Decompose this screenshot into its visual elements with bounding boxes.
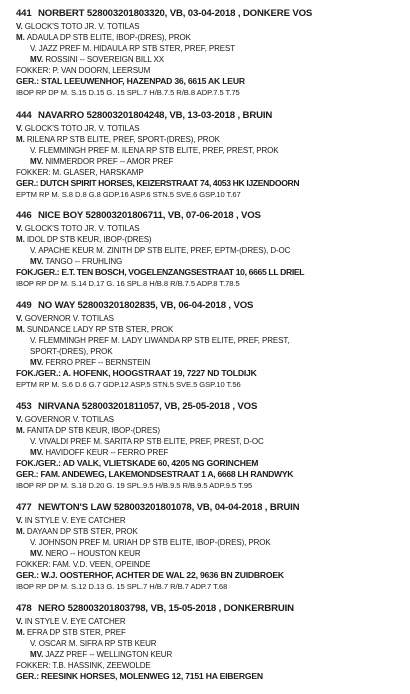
line-label: M. [16,628,27,637]
dam-dam-sire-line: MV. FERRO PREF -- BERNSTEIN [30,358,151,367]
breeder-line: FOKKER: M. GLASER, HARSKAMP [16,168,144,177]
breeder-line: FOKKER: P. VAN DOORN, LEERSUM [16,66,151,75]
horse-name-line: NAVARRO 528003201804248, VB, 13-03-2018 , BRUIN [38,110,273,121]
line-label: V. [16,124,25,133]
dam-line: M. DAYAAN DP STB STER, PROK [16,527,138,536]
owner-line: FOK./GER.: E.T. TEN BOSCH, VOGELENZANGSESTRAAT 10, 6665 LL DRIEL [16,267,305,277]
dam-sire-line: V. JOHNSON PREF M. URIAH DP STB ELITE, IBOP-(DRES), PROK [30,538,271,547]
catalog-number: 477 [16,502,32,513]
entry-header [16,110,272,122]
entry-header [16,300,253,312]
horse-name-line: NERO 528003201803798, VB, 15-05-2018 , DONKERBRUIN [38,603,294,614]
line-label: MV. [30,257,46,266]
line-label: V. [16,224,25,233]
horse-name-line: NIRVANA 528003201811057, VB, 25-05-2018 , VOS [38,401,258,412]
dam-line: M. RILENA RP STB ELITE, PREF, SPORT-(DRES), PROK [16,135,220,144]
owner-line: FOK./GER.: AD VALK, VLIETSKADE 60, 4205 NG GORINCHEM [16,458,259,468]
catalog-number: 446 [16,210,32,221]
dam-dam-sire-line: MV. NIMMERDOR PREF -- AMOR PREF [30,157,174,166]
dam-sire-line: V. FLEMMINGH PREF M. LADY LIWANDA RP STB ELITE, PREF, PREST, [30,336,290,345]
horse-name-line: NEWTON'S LAW 528003201801078, VB, 04-04-2018 , BRUIN [38,502,300,513]
catalog-number: 449 [16,300,32,311]
dam-line: M. FANITA DP STB KEUR, IBOP-(DRES) [16,426,160,435]
dam-line: M. EFRA DP STB STER, PREF [16,628,126,637]
line-label: V. [16,415,25,424]
scores-line: IBOP RP DP M. S.12 D.13 G. 15 SPL.7 H/B.7 R/B.7 ADP.7 T.68 [16,582,228,591]
entry-header [16,8,312,20]
horse-name-line: NORBERT 528003201803320, VB, 03-04-2018 , DONKERE VOS [38,8,313,19]
line-label: MV. [30,448,46,457]
dam-dam-sire-line: MV. ROSSINI -- SOVEREIGN BILL XX [30,55,165,64]
line-label: MV. [30,549,46,558]
sire-line: V. IN STYLE V. EYE CATCHER [16,516,126,525]
dam-dam-sire-line: MV. HAVIDOFF KEUR -- FERRO PREF [30,448,169,457]
line-label: M. [16,235,27,244]
line-label: M. [16,135,27,144]
sire-line: V. GLOCK'S TOTO JR. V. TOTILAS [16,224,140,233]
entry-header [16,210,261,222]
dam-dam-sire-line: MV. NERO -- HOUSTON KEUR [30,549,141,558]
owner-line: GER.: REESINK HORSES, MOLENWEG 12, 7151 HA EIBERGEN [16,671,263,681]
line-label: M. [16,527,27,536]
dam-sire-line: V. JAZZ PREF M. HIDAULA RP STB STER, PREF, PREST [30,44,236,53]
dam-dam-sire-line: MV. TANGO -- FRUHLING [30,257,123,266]
line-label: V. [16,516,25,525]
scores-line: IBOP RP DP M. S.15 D.15 G. 15 SPL.7 H/B.7.5 R/B.8 ADP.7.5 T.75 [16,88,240,97]
catalog-number: 441 [16,8,32,19]
dam-line: M. IDOL DP STB KEUR, IBOP-(DRES) [16,235,152,244]
scores-line: EPTM RP M. S.6 D.6 G.7 GDP.12 ASP.5 STN.5 SVE.5 GSP.10 T.56 [16,380,241,389]
scores-line: IBOP RP DP M. S.18 D.20 G. 19 SPL.9.5 H/B.9.5 R/B.9.5 ADP.9.5 T.95 [16,481,253,490]
dam-sire-line: V. VIVALDI PREF M. SARITA RP STB ELITE, PREF, PREST, D-OC [30,437,264,446]
dam-sire-line: V. APACHE KEUR M. ZINITH DP STB ELITE, PREF, EPTM-(DRES), D-OC [30,246,291,255]
sire-line: V. GLOCK'S TOTO JR. V. TOTILAS [16,22,140,31]
line-label: V. [16,617,25,626]
line-label: V. [16,22,25,31]
line-label: MV. [30,650,46,659]
line-label: M. [16,325,27,334]
owner-line: GER.: STAL LEEUWENHOF, HAZENPAD 36, 6615 AK LEUR [16,76,245,86]
scores-line: IBOP RP DP M. S.14 D.17 G. 16 SPL.8 H/B.8 R/B.7.5 ADP.8 T.78.5 [16,279,240,288]
line-label: M. [16,426,27,435]
dam-dam-sire-line: MV. JAZZ PREF -- WELLINGTON KEUR [30,650,173,659]
sire-line: V. GOVERNOR V. TOTILAS [16,314,114,323]
dam-sire-line: V. FLEMMINGH PREF M. ILENA RP STB ELITE, PREF, PREST, PROK [30,146,279,155]
catalog-number: 453 [16,401,32,412]
breeder-line: FOKKER: T.B. HASSINK, ZEEWOLDE [16,661,151,670]
sire-line: V. GOVERNOR V. TOTILAS [16,415,114,424]
scores-line: EPTM RP M. S.8 D.8 G.8 GDP.16 ASP.6 STN.5 SVE.6 GSP.10 T.67 [16,190,241,199]
dam-sire-line-continued: SPORT-(DRES), PROK [30,347,113,356]
line-label: V. [16,314,25,323]
catalog-number: 478 [16,603,32,614]
line-label: MV. [30,358,46,367]
owner-line: GER.: DUTCH SPIRIT HORSES, KEIZERSTRAAT 74, 4053 HK IJZENDOORN [16,178,300,188]
owner-line: GER.: W.J. OOSTERHOF, ACHTER DE WAL 22, 9636 BN ZUIDBROEK [16,570,284,580]
line-label: M. [16,33,27,42]
dam-sire-line: V. OSCAR M. SIFRA RP STB KEUR [30,639,157,648]
entry-header [16,401,257,413]
entry-header [16,603,294,615]
entry-header [16,502,299,514]
line-label: MV. [30,55,46,64]
horse-name-line: NICE BOY 528003201806711, VB, 07-06-2018 , VOS [38,210,261,221]
owner-line: FOK./GER.: A. HOFENK, HOOGSTRAAT 19, 7227 ND TOLDIJK [16,368,257,378]
dam-line: M. SUNDANCE LADY RP STB STER, PROK [16,325,174,334]
line-label: MV. [30,157,46,166]
sire-line: V. IN STYLE V. EYE CATCHER [16,617,126,626]
sire-line: V. GLOCK'S TOTO JR. V. TOTILAS [16,124,140,133]
horse-name-line: NO WAY 528003201802835, VB, 06-04-2018 , VOS [38,300,254,311]
catalog-number: 444 [16,110,32,121]
breeder-line: FOKKER: FAM. V.D. VEEN, OPEINDE [16,560,151,569]
second-owner-line: GER.: FAM. ANDEWEG, LAKEMONDSESTRAAT 1 A, 6668 LH RANDWYK [16,469,294,479]
dam-line: M. ADAULA DP STB ELITE, IBOP-(DRES), PROK [16,33,191,42]
